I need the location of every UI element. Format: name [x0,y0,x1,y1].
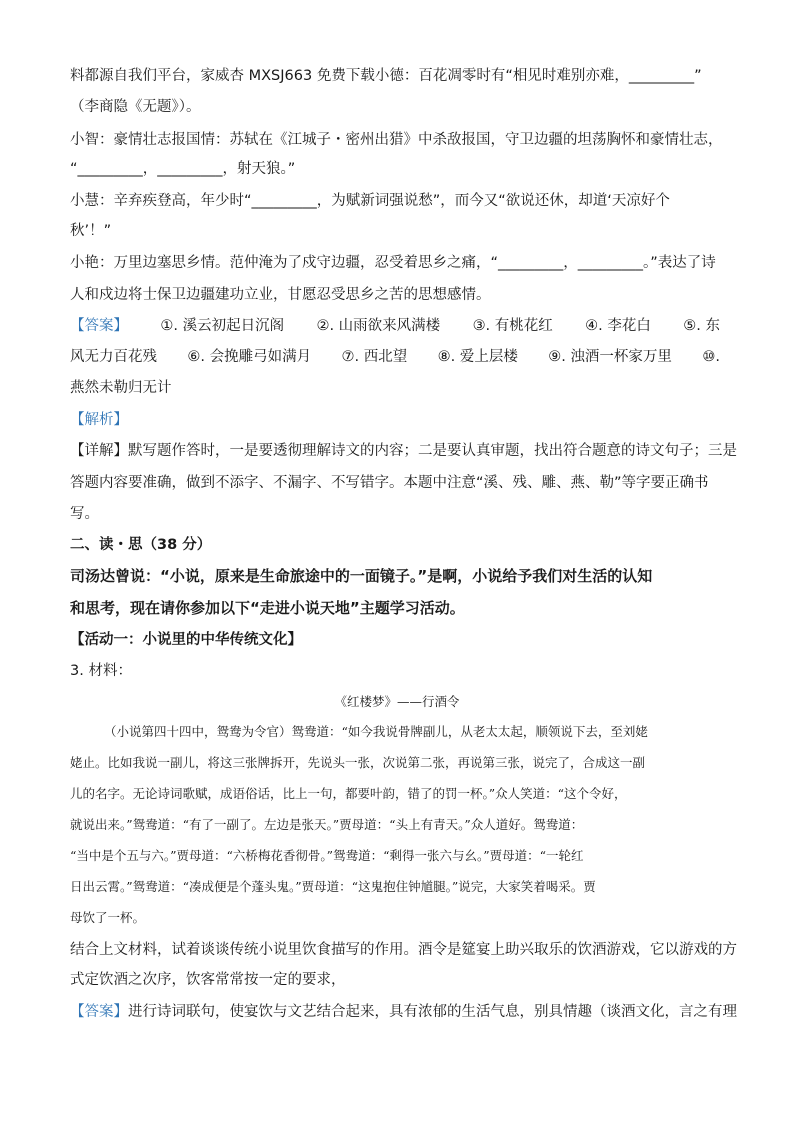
detail-tag: 【详解】 [70,443,128,459]
material-line: 姥止。比如我说一副儿，将这三张牌拆开，先说头一张，次说第二张，再说第三张，说完了，合成这一副 [70,755,646,770]
text-line: （李商隐《无题》）。 [70,99,201,115]
material-line: 儿的名字。无论诗词歌赋，成语俗话，比上一句，都要叶韵，错了的罚一杯。”众人笑道：“这个令好， [70,786,627,801]
text-line: 秋’！” [70,223,112,239]
text-line: 小智：豪情壮志报国情：苏轼在《江城子・密州出猎》中杀敌报国，守卫边疆的坦荡胸怀和豪情壮志， [70,132,723,148]
answer-item: 风无力百花残 [70,349,157,365]
answer-item: ⑨. 浊酒一杯家万里 [548,349,672,365]
material-line: 日出云霄。”鸳鸯道：“凑成便是个蓬头鬼。”贾母道：“这鬼抱住钟馗腿。”说完，大家笑着喝采。贾 [70,879,596,894]
analysis-line: 答题内容要准确，做到不添字、不漏字、不写错字。本题中注意“溪、残、雕、燕、勒”等字要正确书 [70,475,709,491]
text-line: “_________，_________，射天狼。” [70,161,296,177]
answer-row [70,316,720,336]
section-intro: 司汤达曾说：“小说，原来是生命旅途中的一面镜子。”是啊，小说给予我们对生活的认知 [70,567,653,585]
question-line: 式定饮酒之次序，饮客常常按一定的要求， [70,972,346,988]
answer-item: ④. 李花白 [585,318,651,334]
detail-text: 默写题作答时，一是要透彻理解诗文的内容；二是要认真审题，找出符合题意的诗文句子；三是 [128,443,737,459]
material-line: （小说第四十四中，鸳鸯为令官）鸳鸯道：“如今我说骨牌副儿，从老太太起，顺领说下去，至刘姥 [104,724,648,739]
answer-text: 进行诗词联句，使宴饮与文艺结合起来，具有浓郁的生活气息，别具情趣（谈酒文化，言之有理 [128,1004,737,1020]
section-title: 二、读・思（38 分） [70,537,212,553]
analysis-line: 写。 [70,506,99,522]
answer-item: ②. 山雨欲来风满楼 [316,318,441,334]
analysis-line [70,441,737,461]
section-intro: 和思考，现在请你参加以下“走进小说天地”主题学习活动。 [70,599,465,617]
answer-tag: 【答案】 [70,318,128,334]
answer-item: ⑦. 西北望 [341,349,408,365]
material-line: 就说出来。”鸳鸯道：“有了一副了。左边是张天。”贾母道：“头上有青天。”众人道好。鸳鸯道： [70,817,584,832]
answer-line: 燕然未勒归无计 [70,380,172,396]
question-line: 结合上文材料，试着谈谈传统小说里饮食描写的作用。酒令是筵宴上助兴取乐的饮酒游戏，它以游戏的方 [70,942,737,958]
question-number: 3. 材料： [70,663,132,679]
answer-item: ③. 有桃花红 [472,318,553,334]
material-title: 《红楼梦》——行酒令 [334,694,460,709]
answer-item: ⑧. 爱上层楼 [437,349,518,365]
answer-row [70,347,720,367]
text-line: 小艳：万里边塞思乡情。范仲淹为了戍守边疆，忍受着思乡之痛，“_________，_________。”表达了诗 [70,255,716,271]
answer-item: ⑤. 东 [683,318,720,334]
text-line: 小慧：辛弃疾登高，年少时“_________，为赋新词强说愁”，而今又“欲说还休，却道‘天凉好个 [70,193,670,209]
answer-tag: 【答案】 [70,1004,128,1020]
activity-title: 【活动一：小说里的中华传统文化】 [70,632,302,648]
text-line: 人和戍边将士保卫边疆建功立业，甘愿忍受思乡之苦的思想感情。 [70,287,491,303]
text-line: 料都源自我们平台，家威杏 MXSJ663 免费下载小德：百花凋零时有“相见时难别亦难，_________” [70,68,702,84]
answer-item: ⑥. 会挽雕弓如满月 [187,349,312,365]
answer-item: ⑩. [702,349,720,365]
answer-line [70,1002,737,1022]
answer-item: ①. 溪云初起日沉阁 [160,318,285,334]
material-line: 母饮了一杯。 [70,910,146,925]
analysis-tag: 【解析】 [70,412,128,428]
material-line: “当中是个五与六。”贾母道：“六桥梅花香彻骨。”鸳鸯道：“剩得一张六与幺。”贾母道：“一轮红 [70,848,584,863]
